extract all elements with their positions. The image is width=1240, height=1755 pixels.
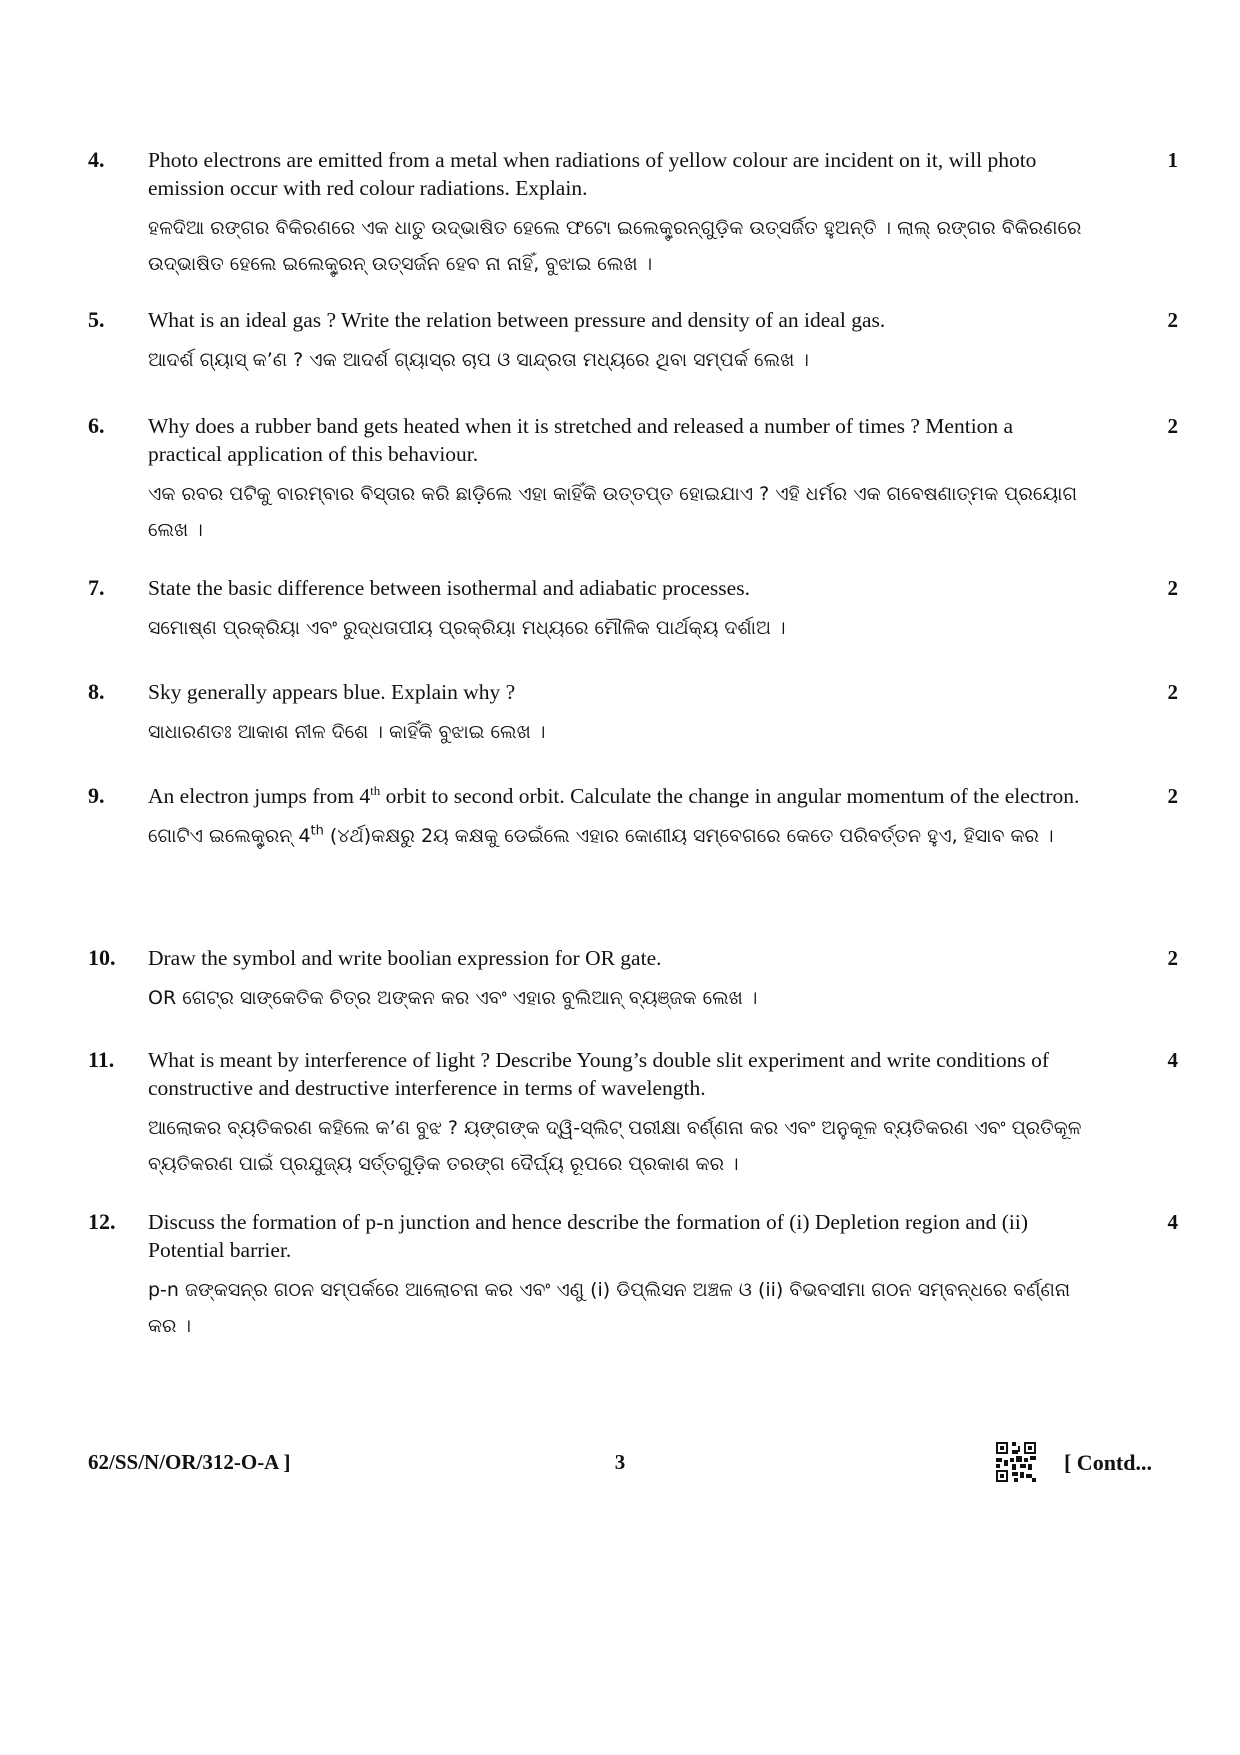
question-10	[88, 944, 1178, 1016]
question-11	[88, 1046, 1178, 1182]
question-text-odia: ଏକ ରବର ପଟିକୁ ବାରମ୍ବାର ବିସ୍ତାର କରି ଛାଡ଼ିଲେ ଏହା କାହିଁକି ଉତ୍ତପ୍ତ ହୋଇଯାଏ ? ଏହି ଧର୍ମର ଏକ ଗବେଷଣାତ୍ମକ ପ୍ରୟୋଗ ଲେଖ ।	[148, 483, 1078, 541]
question-number: 6.	[88, 413, 105, 438]
question-number: 4.	[88, 147, 105, 172]
question-text-odia	[148, 818, 1088, 854]
question-text-english: What is meant by interference of light ? Describe Young’s double slit experiment and write conditions of constructive and destructive interference in terms of wavelength.	[148, 1048, 1049, 1100]
question-9	[88, 782, 1178, 854]
english-text-pre: An electron jumps from 4	[148, 784, 371, 808]
question-marks: 2	[1167, 414, 1178, 438]
question-text-english: Draw the symbol and write boolian expression for OR gate.	[148, 946, 662, 970]
question-8	[88, 678, 1178, 750]
question-number: 12.	[88, 1209, 116, 1234]
question-number: 7.	[88, 575, 105, 600]
question-marks: 2	[1167, 680, 1178, 704]
question-marks: 2	[1167, 784, 1178, 808]
question-5	[88, 306, 1178, 378]
english-text-post: orbit to second orbit. Calculate the change in angular momentum of the electron.	[380, 784, 1080, 808]
question-text-odia: ସାଧାରଣତଃ ଆକାଶ ନୀଳ ଦିଶେ । କାହିଁକି ବୁଝାଇ ଲେଖ ।	[148, 721, 546, 743]
question-marks: 4	[1167, 1048, 1178, 1072]
question-marks: 2	[1167, 576, 1178, 600]
continued-label: [ Contd...	[1063, 1450, 1152, 1475]
question-4	[88, 146, 1178, 282]
question-7	[88, 574, 1178, 646]
question-text-odia: ଆଦର୍ଶ ଗ୍ୟାସ୍ କ’ଣ ? ଏକ ଆଦର୍ଶ ଗ୍ୟାସ୍‌ର ଚାପ ଓ ସାନ୍ଦ୍ରତା ମଧ୍ୟରେ ଥିବା ସମ୍ପର୍କ ଲେଖ ।	[148, 349, 809, 371]
paper-code: 62/SS/N/OR/312-O-A ]	[88, 1450, 291, 1474]
question-text-english: Why does a rubber band gets heated when it is stretched and released a number of times ? Mention a practical application of this behaviour.	[148, 414, 1014, 466]
question-marks: 2	[1167, 308, 1178, 332]
question-text-english: State the basic difference between isothermal and adiabatic processes.	[148, 576, 750, 600]
odia-text-pre: ଗୋଟିଏ ଇଲେକ୍ଟ୍ରନ୍ 4	[148, 825, 311, 847]
question-text-odia: p-n ଜଙ୍କସନ୍‌ର ଗଠନ ସମ୍ପର୍କରେ ଆଲୋଚନା କର ଏବଂ ଏଣୁ (i) ଡିପ୍ଲିସନ ଅଞ୍ଚଳ ଓ (ii) ବିଭବସୀମା ଗଠନ ସମ୍ବନ୍ଧରେ ବର୍ଣ୍ଣନା କର ।	[148, 1279, 1071, 1337]
question-marks: 2	[1167, 946, 1178, 970]
question-number: 5.	[88, 307, 105, 332]
question-marks: 1	[1167, 148, 1178, 172]
question-text-english	[148, 782, 1088, 810]
question-number: 9.	[88, 783, 105, 808]
question-marks: 4	[1167, 1210, 1178, 1234]
question-12	[88, 1208, 1178, 1344]
question-number: 8.	[88, 679, 105, 704]
question-text-odia: OR ଗେଟ୍‌ର ସାଙ୍କେତିକ ଚିତ୍ର ଅଙ୍କନ କର ଏବଂ ଏହାର ବୁଲିଆନ୍ ବ୍ୟଞ୍ଜକ ଲେଖ ।	[148, 987, 758, 1009]
question-text-english: Photo electrons are emitted from a metal when radiations of yellow colour are incident on it, will photo emission occur with red colour radiations. Explain.	[148, 148, 1037, 200]
page-number: 3	[614, 1450, 626, 1474]
odia-text-post: (୪ର୍ଥ)କକ୍ଷରୁ 2ୟ କକ୍ଷକୁ ଡେଇଁଲେ ଏହାର କୋଣୀୟ ସମ୍ବେଗରେ କେତେ ପରିବର୍ତ୍ତନ ହୁଏ, ହିସାବ କର ।	[323, 825, 1054, 847]
question-number: 10.	[88, 945, 116, 970]
odia-superscript: th	[310, 823, 324, 839]
question-text-odia: ହଳଦିଆ ରଙ୍ଗର ବିକିରଣରେ ଏକ ଧାତୁ ଉଦ୍‌ଭାଷିତ ହେଲେ ଫଟୋ ଇଲେକ୍ଟ୍ରନ୍‌ଗୁଡ଼ିକ ଉତ୍ସର୍ଜିତ ହୁଅନ୍ତି । ଲାଲ୍ ରଙ୍ଗର ବିକିରଣରେ ଉଦ୍‌ଭାଷିତ ହେଲେ ଇଲେକ୍ଟ୍ରନ୍ ଉତ୍ସର୍ଜନ ହେବ ନା ନାହିଁ, ବୁଝାଇ ଲେଖ ।	[148, 217, 1082, 275]
qr-code-icon	[994, 1440, 1038, 1484]
question-text-english: Discuss the formation of p-n junction and hence describe the formation of (i) Depletion region and (ii) Potential barrier.	[148, 1210, 1029, 1262]
english-superscript: th	[370, 782, 381, 798]
question-6	[88, 412, 1178, 548]
question-number: 11.	[88, 1047, 115, 1072]
question-text-odia: ଆଲୋକର ବ୍ୟତିକରଣ କହିଲେ କ’ଣ ବୁଝ ? ୟଙ୍ଗଙ୍କ ଦ୍ୱି-ସ୍ଲିଟ୍ ପରୀକ୍ଷା ବର୍ଣ୍ଣନା କର ଏବଂ ଅନୁକୂଳ ବ୍ୟତିକରଣ ଏବଂ ପ୍ରତିକୂଳ ବ୍ୟତିକରଣ ପାଇଁ ପ୍ରଯୁଜ୍ୟ ସର୍ତ୍ତଗୁଡ଼ିକ ତରଙ୍ଗ ଦୈର୍ଘ୍ୟ ରୂପରେ ପ୍ରକାଶ କର ।	[148, 1117, 1082, 1175]
question-text-english: What is an ideal gas ? Write the relation between pressure and density of an ideal gas.	[148, 308, 886, 332]
question-text-english: Sky generally appears blue. Explain why ?	[148, 680, 516, 704]
question-text-odia: ସମୋଷ୍ଣ ପ୍ରକ୍ରିୟା ଏବଂ ରୁଦ୍ଧତାପୀୟ ପ୍ରକ୍ରିୟା ମଧ୍ୟରେ ମୌଳିକ ପାର୍ଥକ୍ୟ ଦର୍ଶାଅ ।	[148, 617, 786, 639]
